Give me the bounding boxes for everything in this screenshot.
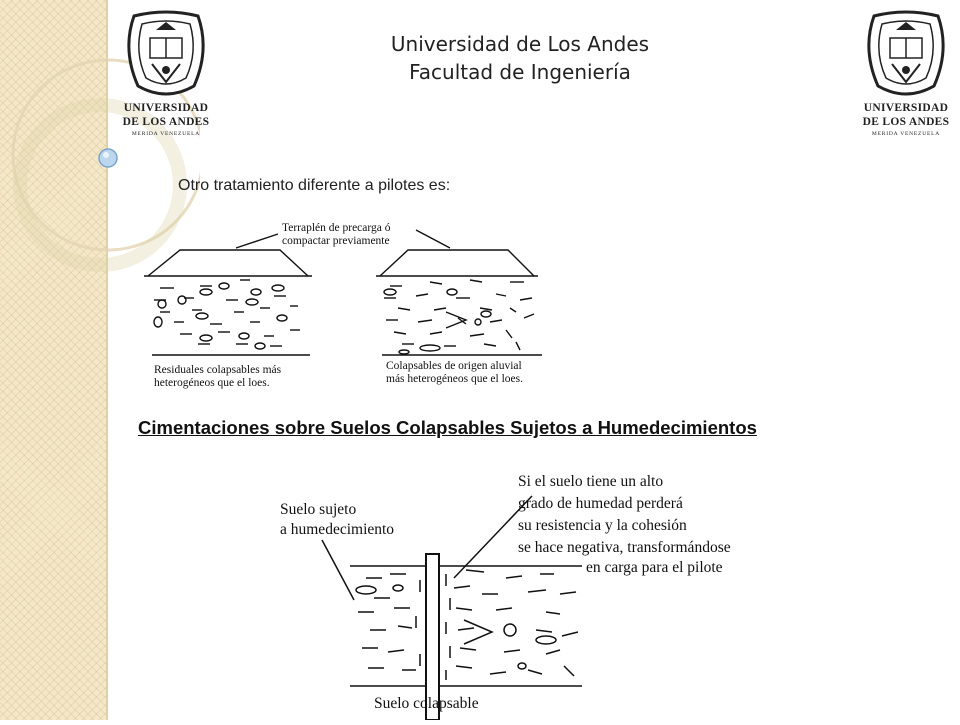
moisture-note-line4: se hace negativa, transformándose xyxy=(518,539,731,556)
faculty-name: Facultad de Ingeniería xyxy=(409,60,631,84)
university-name: Universidad de Los Andes xyxy=(390,32,650,56)
logo-text-line1: UNIVERSIDAD xyxy=(863,102,949,114)
logo-text-line2: DE LOS ANDES xyxy=(122,116,210,128)
logo-text-line3: MERIDA VENEZUELA xyxy=(871,131,941,137)
wetted-soil-label-line1: Suelo sujeto xyxy=(280,501,357,518)
intro-text: Otro tratamiento diferente a pilotes es: xyxy=(178,177,451,194)
university-logo-right xyxy=(860,10,952,142)
section-title: Cimentaciones sobre Suelos Colapsables Sujetos a Humedecimientos xyxy=(138,417,757,438)
right-soil-caption-line1: Colapsables de origen aluvial xyxy=(386,360,522,372)
wetted-soil-label-line2: a humedecimiento xyxy=(280,521,395,538)
logo-text-line3: MERIDA VENEZUELA xyxy=(131,131,201,137)
left-soil-caption-line1: Residuales colapsables más xyxy=(154,364,282,376)
page-header xyxy=(320,30,720,86)
logo-text-line1: UNIVERSIDAD xyxy=(123,102,209,114)
left-soil-caption-line2: heterogéneos que el loes. xyxy=(154,377,270,389)
university-seal-icon xyxy=(120,10,212,102)
moisture-note-line5: en carga para el pilote xyxy=(586,559,723,576)
preload-embankment-diagram xyxy=(140,210,570,400)
collapsible-soil-label: Suelo colapsable xyxy=(374,695,479,712)
embankment-callout-line2: compactar previamente xyxy=(282,235,390,247)
moisture-note-line1: Si el suelo tiene un alto xyxy=(518,473,664,490)
embankment-callout-line1: Terraplén de precarga ó xyxy=(282,222,391,234)
pile-wetting-diagram xyxy=(270,470,810,720)
logo-text-line2: DE LOS ANDES xyxy=(862,116,950,128)
university-logo-left xyxy=(120,10,212,142)
right-soil-caption-line2: más heterogéneos que el loes. xyxy=(386,373,523,385)
university-seal-icon xyxy=(860,10,952,102)
moisture-note-line3: su resistencia y la cohesión xyxy=(518,517,687,534)
moisture-note-line2: grado de humedad perderá xyxy=(518,495,683,512)
